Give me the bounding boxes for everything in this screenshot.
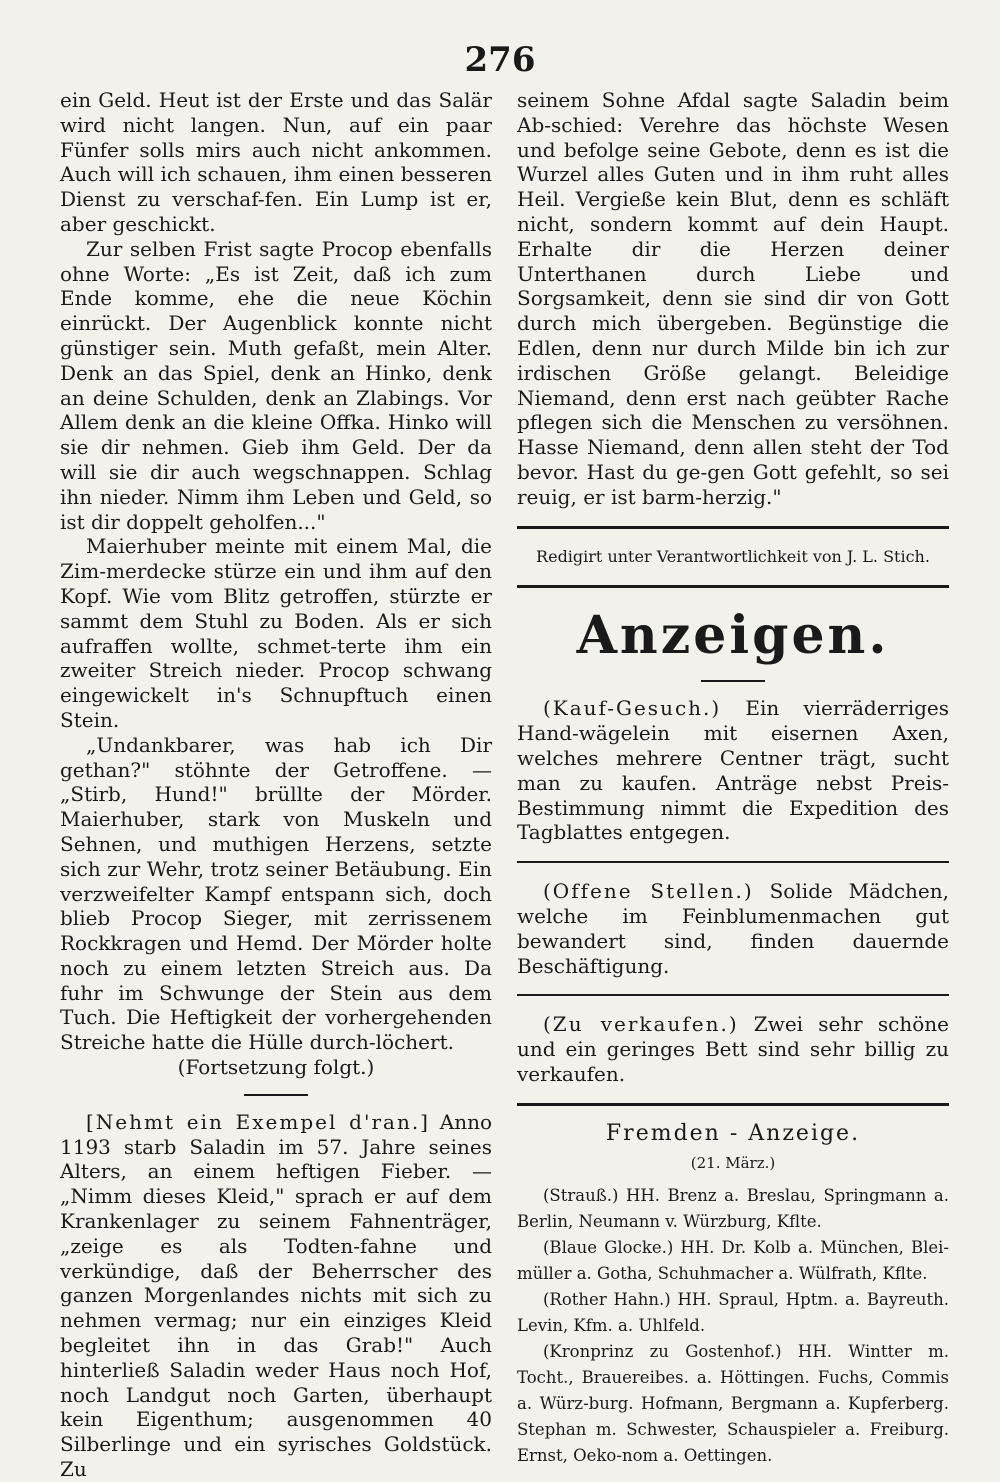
editor-line: Redigirt unter Verantwortlichkeit von J. L. Stich. bbox=[536, 546, 930, 566]
ad-heading: (Kauf-Gesuch.) bbox=[543, 696, 722, 721]
section-date: (21. März.) bbox=[690, 1153, 776, 1172]
guest-list-entry: (Blaue Glocke.) HH. Dr. Kolb a. München, Blei-müller a. Gotha, Schuhmacher a. Wülfrath, Kflte. bbox=[517, 1238, 949, 1284]
ad-text: Zwei sehr schöne und ein geringes Bett sind sehr billig zu verkaufen. bbox=[517, 1012, 949, 1086]
guest-list-entry: (Kronprinz zu Gostenhof.) HH. Wintter m. Tocht., Brauereibes. a. Höttingen. Fuchs, Commis a. Würz-burg. Hofmann, Bergmann a. Kupferberg. Stephan m. Schwester, Schauspieler a. Freiburg. Ernst, Oeko-nom a. Oettingen. bbox=[517, 1342, 949, 1466]
ad-heading: (Zu verkaufen.) bbox=[543, 1012, 739, 1037]
divider bbox=[701, 680, 765, 682]
anecdote-continuation: seinem Sohne Afdal sagte Saladin beim Ab-schied: Verehre das höchste Wesen und befolge seine Gebote, denn es ist die Wurzel alles Guten und in ihm ruht alles Heil. Vergieße kein Blut, denn es schläft nicht, sondern kommt auf dein Haupt. Erhalte dir die Herzen deiner Unterthanen durch Liebe und Sorgsamkeit, denn sie sind dir von Gott durch mich übergeben. Begünstige die Edlen, denn nur durch Milde bin ich zur irdischen Größe gelangt. Beleidige Niemand, denn erst nach geübter Rache pflegen sich die Menschen zu versöhnen. Hasse Niemand, denn allen steht der Tod bevor. Hast du ge-gen Gott gefehlt, so sei reuig, er ist barm-herzig." bbox=[517, 88, 949, 509]
section-title: Fremden - Anzeige. bbox=[605, 1120, 861, 1146]
divider bbox=[244, 1094, 308, 1096]
divider bbox=[517, 585, 949, 588]
advertisement bbox=[517, 879, 949, 978]
divider bbox=[517, 1103, 949, 1106]
ad-text: Solide Mädchen, welche im Feinblumenmachen gut bewandert sind, finden dauernde Beschäftigung. bbox=[517, 879, 949, 978]
page-number: 276 bbox=[464, 40, 536, 80]
story-paragraph: Maierhuber meinte mit einem Mal, die Zim-merdecke stürze ein und ihm auf den Kopf. Wie vom Blitz getroffen, stürzte er sammt dem Stuhl zu Boden. Als er sich aufraffen wollte, schmet-terte ihm ein zweiter Streich nieder. Procop schwang eingewickelt in's Schnupftuch einen Stein. bbox=[60, 534, 492, 732]
right-column bbox=[517, 88, 949, 1469]
anecdote-heading: [Nehmt ein Exempel d'ran.] bbox=[86, 1109, 430, 1134]
guest-list-entry: (Rother Hahn.) HH. Spraul, Hptm. a. Bayreuth. Levin, Kfm. a. Uhlfeld. bbox=[517, 1290, 949, 1336]
story-paragraph: Zur selben Frist sagte Procop ebenfalls ohne Worte: „Es ist Zeit, daß ich zum Ende komme, ehe die neue Köchin einrückt. Der Augenblick konnte nicht günstiger sein. Muth gefaßt, mein Alter. Denk an das Spiel, denk an Hinko, denk an deine Schulden, denk an Zlabings. Vor Allem denk an die kleine Offka. Hinko will sie dir nehmen. Gieb ihm Geld. Der da will sie dir auch wegschnappen. Schlag ihn nieder. Nimm ihm Leben und Geld, so ist dir doppelt geholfen..." bbox=[60, 236, 492, 534]
section-title: Anzeigen. bbox=[576, 605, 890, 667]
advertisement bbox=[517, 1012, 949, 1086]
divider bbox=[517, 861, 949, 863]
ad-text: Ein vierräderriges Hand-wägelein mit eisernen Axen, welches mehrere Centner trägt, sucht man zu kaufen. Anträge nebst Preis-Bestimmung nimmt die Expedition des Tagblattes entgegen. bbox=[517, 696, 949, 845]
divider bbox=[517, 994, 949, 996]
continuation-note: (Fortsetzung folgt.) bbox=[177, 1055, 375, 1080]
anecdote-text: Anno 1193 starb Saladin im 57. Jahre seines Alters, an einem heftigen Fieber. — „Nimm dieses Kleid," sprach er auf dem Krankenlager zu seinem Fahnenträger, „zeige es als Todten-fahne und verkündige, daß der Beherrscher des ganzen Morgenlandes nichts mit sich zu nehmen vermag; nur ein einziges Kleid begleitet ihn in das Grab!" Auch hinterließ Saladin weder Haus noch Hof, noch Landgut noch Garten, überhaupt kein Eigenthum; ausgenommen 40 Silberlinge und ein syrisches Goldstück. Zu bbox=[60, 1109, 493, 1482]
story-paragraph: ein Geld. Heut ist der Erste und das Salär wird nicht langen. Nun, auf ein paar Fünfer solls mirs auch nicht ankommen. Auch will ich schauen, ihm einen besseren Dienst zu verschaf-fen. Ein Lump ist er, aber geschickt. bbox=[60, 88, 492, 236]
left-column bbox=[60, 88, 492, 1482]
ad-heading: (Offene Stellen.) bbox=[543, 879, 754, 904]
divider bbox=[517, 526, 949, 529]
advertisement bbox=[517, 696, 949, 845]
story-paragraph: „Undankbarer, was hab ich Dir gethan?" stöhnte der Getroffene. — „Stirb, Hund!" brüllte der Mörder. Maierhuber, stark von Muskeln und Sehnen, und muthigen Herzens, setzte sich zur Wehr, trotz seiner Betäubung. Ein verzweifelter Kampf entspann sich, doch blieb Procop Sieger, mit zerrissenem Rockkragen und Hemd. Der Mörder holte noch zu einem letzten Streich aus. Da fuhr im Schwunge der Stein aus dem Tuch. Die Heftigkeit der vorhergehenden Streiche hatte die Hülle durch-löchert. bbox=[60, 732, 492, 1055]
anecdote-paragraph bbox=[60, 1110, 492, 1482]
guest-list-entry: (Strauß.) HH. Brenz a. Breslau, Springmann a. Berlin, Neumann v. Würzburg, Kflte. bbox=[517, 1186, 949, 1232]
